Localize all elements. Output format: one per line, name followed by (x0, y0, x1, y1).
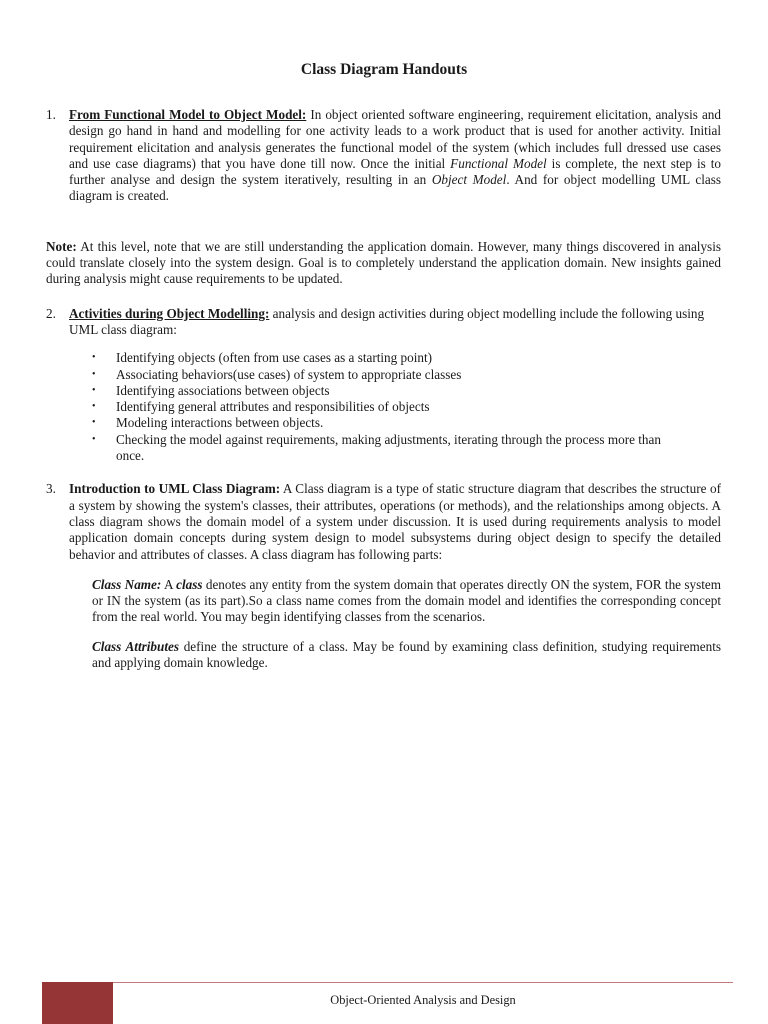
emphasis-text: Functional Model (450, 155, 547, 171)
section-number: 1. (46, 107, 56, 122)
footer-accent-block (42, 982, 113, 1024)
section-1 (46, 107, 721, 205)
bullet-icon: • (92, 401, 96, 413)
list-item-text: Modeling interactions between objects. (116, 415, 324, 431)
list-item (92, 415, 721, 431)
list-item (92, 383, 721, 399)
emphasis-text: Object Model (431, 172, 507, 188)
text-run: . And for object modelling UML class diagram is created. (69, 172, 722, 204)
list-item-text: Identifying objects (often from use cases as a starting point) (116, 350, 433, 366)
term-label: Class Name: (92, 576, 162, 592)
list-item-text: Associating behaviors(use cases) of system to appropriate classes (116, 366, 462, 382)
footer-divider (113, 982, 733, 983)
note-label: Note: (46, 238, 77, 254)
section-number: 2. (46, 305, 56, 321)
class-attributes-paragraph (92, 639, 721, 672)
list-item-text: Identifying general attributes and responsibilities of objects (116, 399, 430, 415)
document-title: Class Diagram Handouts (300, 61, 468, 78)
list-item (92, 399, 721, 415)
section-2-paragraph (69, 306, 721, 339)
text-run: At this level, note that we are still understanding the application domain. However, many things discovered in analysis could translate closely into the system design. Goal is to completely understand the application domain. New insights gained during analysis might cause requirements to be updated. (46, 238, 721, 287)
text-run: define the structure of a class. May be found by examining class definition, studying requirements and applying domain knowledge. (92, 638, 721, 671)
section-heading: From Functional Model to Object Model: (69, 107, 307, 122)
term-label: Class Attributes (92, 638, 180, 654)
text-run: is complete, the next step is to further analyse and design the system iteratively, resulting in an (69, 155, 721, 188)
text-run: A Class diagram is a type of static structure diagram that describes the structure of a system by showing the system's classes, their attributes, operations (or methods), and the relationships among objects. A class diagram shows the domain model of a system under discussion. It is used during requirements analysis to model application domain concepts during system design to model subsystems during object design to specify the detailed behavior and attributes of classes. A class diagram has following parts: (69, 481, 721, 562)
text-run: denotes any entity from the system domain that operates directly ON the system, FOR the system or IN the system (as its part).So a class name comes from the domain model and identifies the corresponding concept from the real world. You may begin identifying classes from the scenarios. (92, 576, 722, 625)
bullet-icon: • (92, 417, 96, 429)
bullet-icon: • (92, 368, 96, 380)
class-name-paragraph (92, 577, 721, 626)
bullet-icon: • (92, 433, 96, 445)
text-run: A (161, 576, 177, 592)
section-3-paragraph (69, 481, 721, 562)
bullet-icon: • (92, 352, 96, 364)
section-2 (46, 306, 721, 339)
list-item (92, 350, 721, 366)
section-number: 3. (46, 481, 56, 497)
section-3 (46, 481, 721, 562)
list-item-text: Checking the model against requirements, making adjustments, iterating through the process more than once. (116, 431, 661, 464)
list-item-text: Identifying associations between objects (116, 382, 330, 398)
text-run: analysis and design activities during object modelling include the following using UML class diagram: (69, 305, 705, 337)
section-heading: Introduction to UML Class Diagram: (69, 481, 281, 497)
text-run: In object oriented software engineering, requirement elicitation, analysis and design go hand in hand and modelling for one activity leads to a work product that is used for another activity. Initial requirement elicitation and analysis generates the functional model of the system (which includes full dressed use cases and use case diagrams) that you have done till now. Once the initial (69, 107, 721, 171)
footer-text: Object-Oriented Analysis and Design (330, 993, 516, 1007)
activities-list (46, 350, 721, 464)
term-emphasis: class (176, 576, 203, 592)
list-item (92, 432, 721, 465)
list-item (92, 367, 721, 383)
note-paragraph (46, 239, 721, 288)
document-body (46, 107, 721, 671)
section-1-paragraph (69, 107, 721, 205)
section-heading: Activities during Object Modelling: (69, 305, 270, 321)
bullet-icon: • (92, 384, 96, 396)
